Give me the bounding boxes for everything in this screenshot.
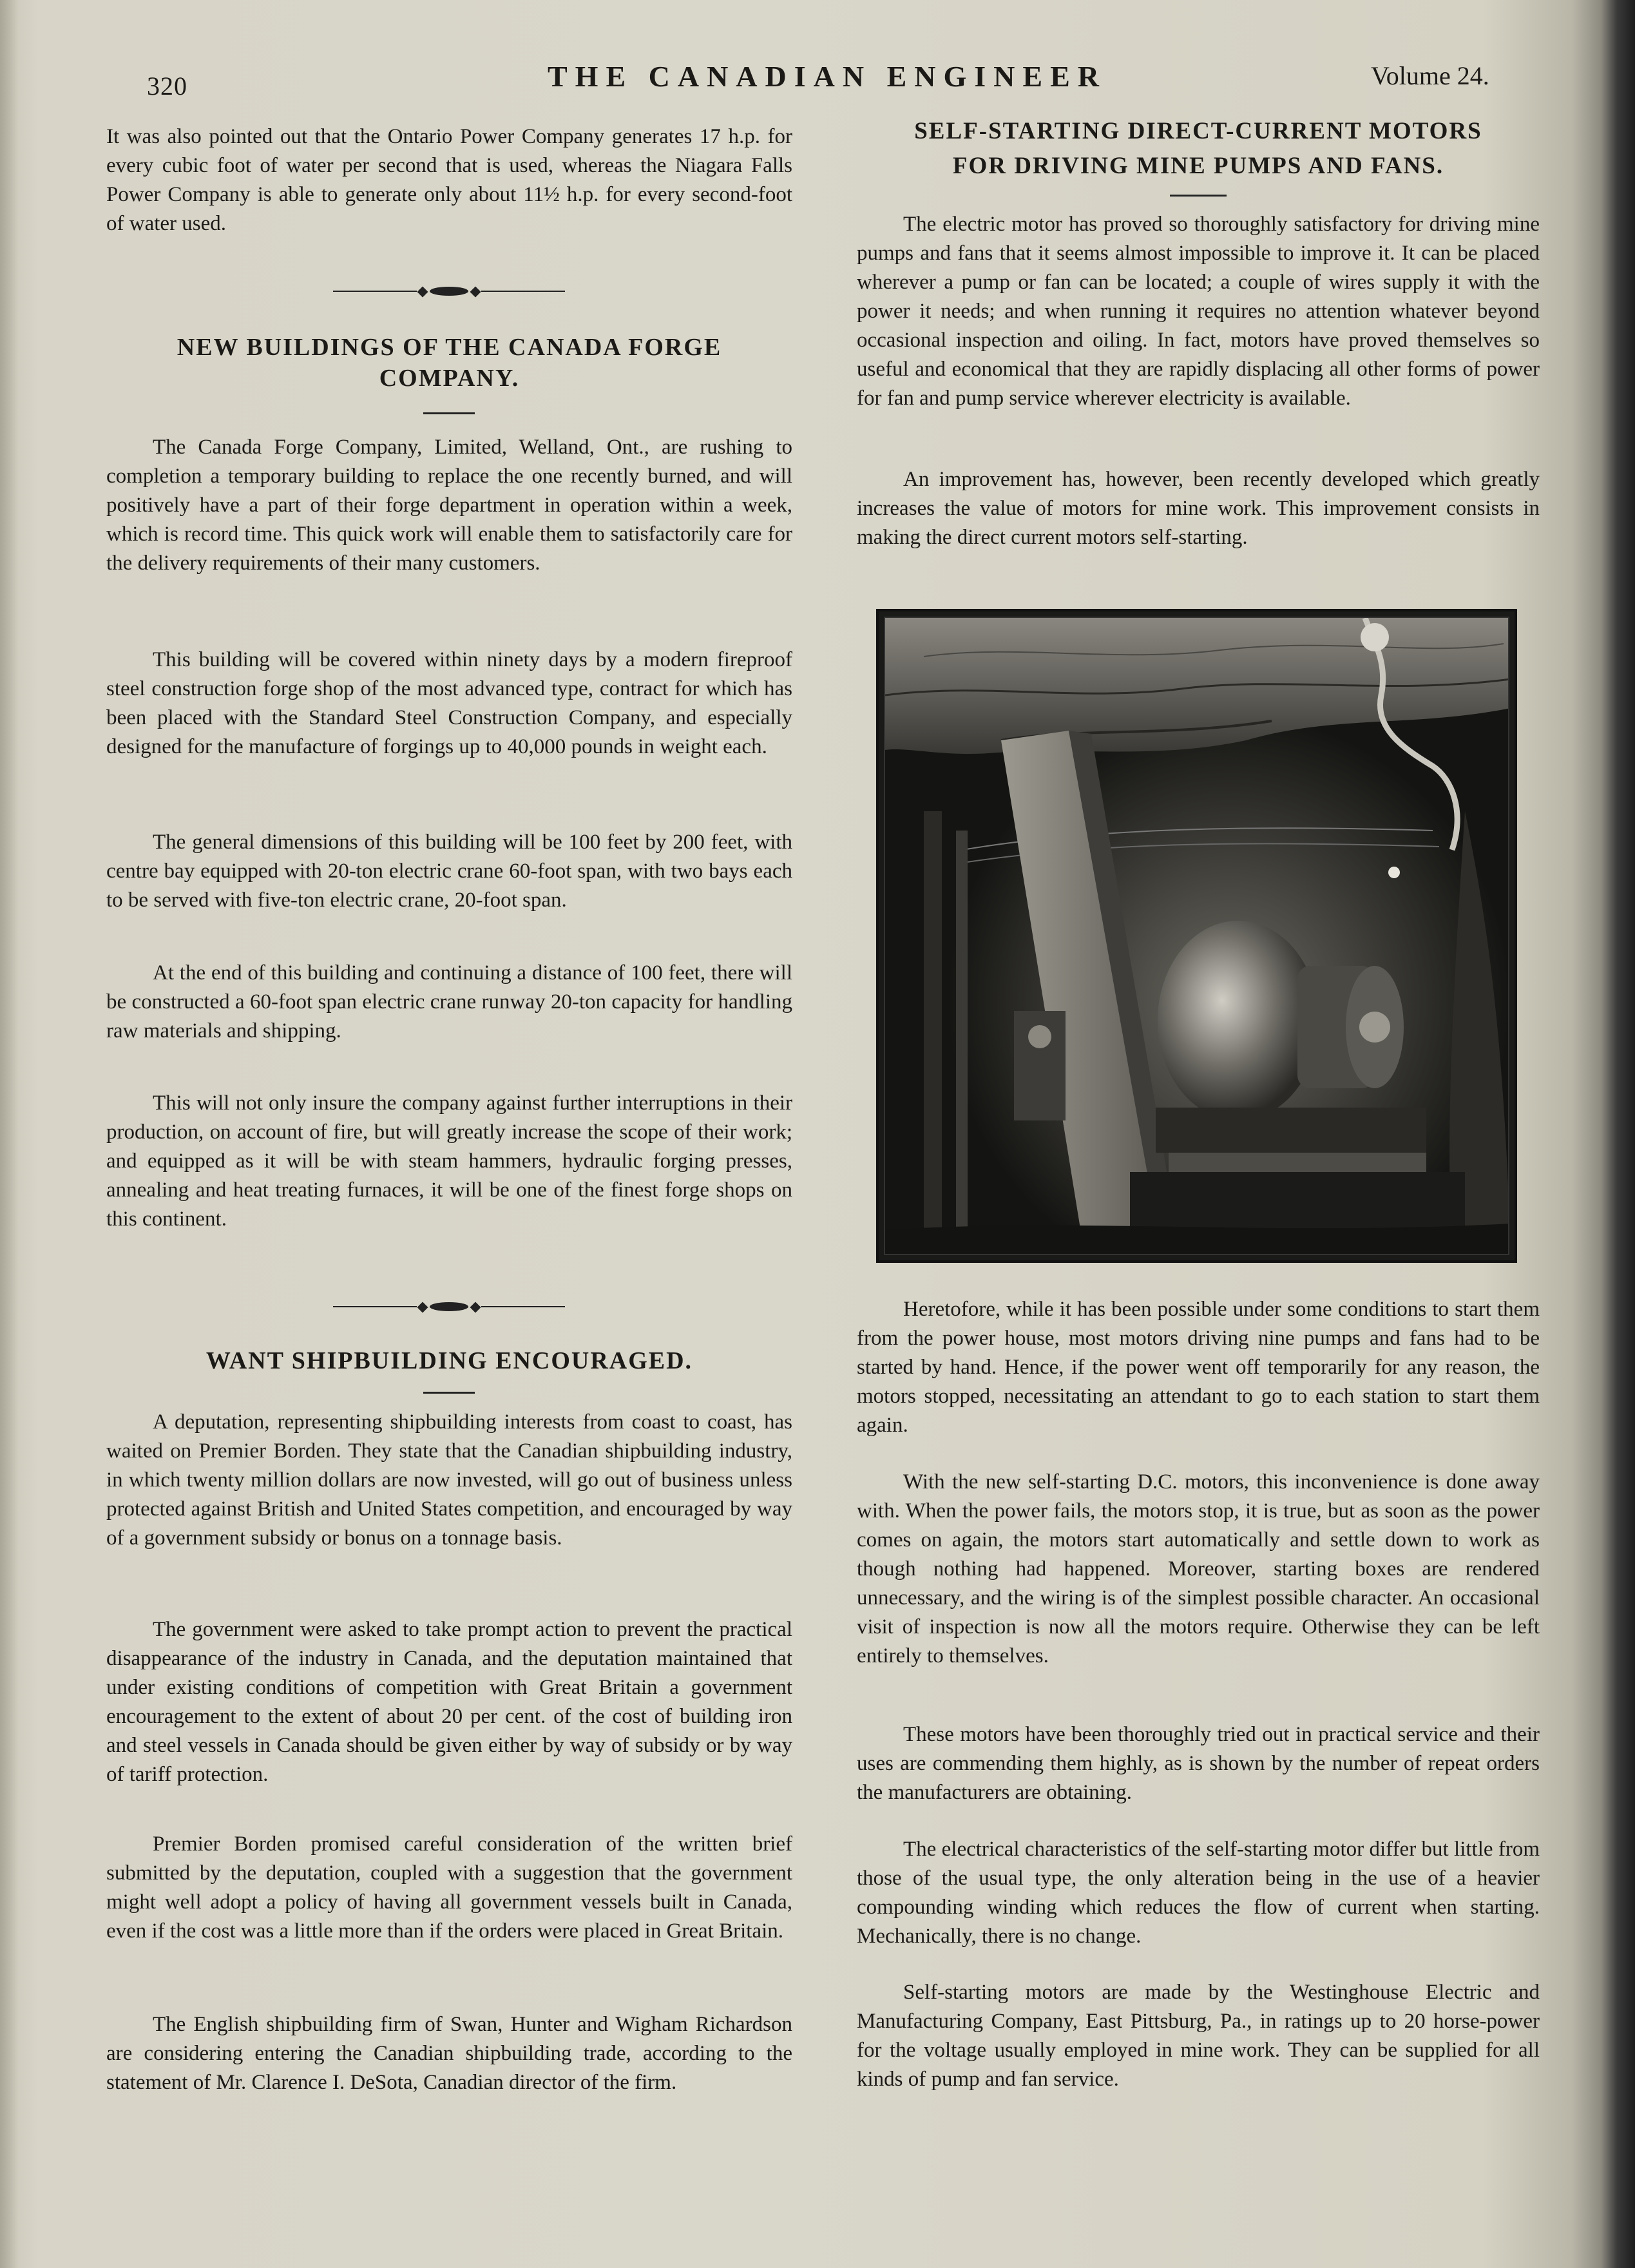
volume-label: Volume 24.: [1371, 61, 1489, 90]
title-rule: [423, 1392, 475, 1394]
page-number: 320: [147, 72, 187, 101]
article-paragraph: The Canada Forge Company, Limited, Welland, Ont., are rushing to completion a temporary building to replace the one recently burned, and will positively have a part of their forge department in operation within a week, which is record time. This quick work will enable them to satisfactorily care for the delivery requirements of their many customers.: [106, 436, 792, 575]
title-rule: [1170, 195, 1227, 197]
article-paragraph: This will not only insure the company against further interruptions in their production, on account of fire, but will greatly increase the scope of their work; and equipped as it will be with steam hammers, hydraulic forging presses, annealing and heat treating furnaces, it will be one of the finest forge shops on this continent.: [106, 1091, 792, 1231]
article-paragraph: These motors have been thoroughly tried out in practical service and their uses are commending them highly, as is shown by the number of repeat orders the manufacturers are obtaining.: [857, 1723, 1540, 1804]
article-paragraph: At the end of this building and continuing a distance of 100 feet, there will be constructed a 60-foot span electric crane runway 20-ton capacity for handling raw materials and shipping.: [106, 961, 792, 1043]
article-title-line2: FOR DRIVING MINE PUMPS AND FANS.: [952, 153, 1444, 179]
article-paragraph: The electrical characteristics of the self-starting motor differ but little from those of the usual type, the only alteration being in the use of a heavier compounding winding which reduces the flow of current when starting. Mechanically, there is no change.: [857, 1838, 1540, 1948]
article-paragraph: With the new self-starting D.C. motors, this inconvenience is done away with. When the power fails, the motors stop, it is true, but as soon as the power comes on again, the motors start automatically and settle down to work as though nothing had happened. Moreover, starting boxes are rendered unnecessary, and the wiring is of the simplest possible character. An occasional visit of inspection is now all the motors require. Otherwise they can be left entirely to themselves.: [857, 1470, 1540, 1667]
article-title-canada-forge: NEW BUILDINGS OF THE CANADA FORGE COMPANY.: [177, 334, 722, 392]
article-paragraph: Premier Borden promised careful consideration of the written brief submitted by the deputation, coupled with a suggestion that the government might well adopt a policy of having all government vessels built in Canada, even if the cost was a little more than if the orders were placed in Great Britain.: [106, 1832, 792, 1943]
section-ornament: [333, 285, 565, 298]
intro-paragraph: It was also pointed out that the Ontario Power Company generates 17 h.p. for every cubic foot of water per second that is used, whereas the Niagara Falls Power Company is able to generate only about 11½ h.p. for every second-foot of water used.: [106, 125, 792, 235]
article-title-shipbuilding: WANT SHIPBUILDING ENCOURAGED.: [206, 1347, 693, 1374]
article-paragraph: The electric motor has proved so thoroughly satisfactory for driving mine pumps and fans that it seems almost impossible to improve it. It can be placed wherever a pump or fan can be located; a couple of wires supply it with the power it needs; and when running it requires no attention whatever beyond occasional inspection and oiling. In fact, motors have proved themselves so useful and economical that they are rapidly displacing all other forms of power for fan and pump service wherever electricity is available.: [857, 213, 1540, 410]
section-ornament: [333, 1300, 565, 1313]
mine-motor-photograph: [876, 609, 1517, 1263]
journal-title: THE CANADIAN ENGINEER: [548, 60, 1107, 93]
photograph-image: [884, 617, 1509, 1255]
article-paragraph: This building will be covered within ninety days by a modern fireproof steel construction forge shop of the most advanced type, contract for which has been placed with the Standard Steel Construction Company, and especially designed for the manufacture of forgings up to 40,000 pounds in weight each.: [106, 648, 792, 758]
article-paragraph: Self-starting motors are made by the Westinghouse Electric and Manufacturing Company, East Pittsburg, Pa., in ratings up to 20 horse-power for the voltage usually employed in mine work. They can be supplied for all kinds of pump and fan service.: [857, 1981, 1540, 2091]
article-paragraph: A deputation, representing shipbuilding interests from coast to coast, has waited on Premier Borden. They state that the Canadian shipbuilding industry, in which twenty million dollars are now invested, will go out of business unless protected against British and United States competition, and encouraged by way of a government subsidy or bonus on a tonnage basis.: [106, 1410, 792, 1550]
title-rule: [423, 412, 475, 414]
article-paragraph: The government were asked to take prompt action to prevent the practical disappearance of the industry in Canada, and the deputation maintained that under existing conditions of competition with Great Britain a government encouragement to the extent of about 20 per cent. of the cost of building iron and steel vessels in Canada should be given either by way of subsidy or by way of tariff protection.: [106, 1618, 792, 1786]
binding-shadow: [0, 0, 18, 2268]
article-paragraph: An improvement has, however, been recently developed which greatly increases the value of motors for mine work. This improvement consists in making the direct current motors self-starting.: [857, 468, 1540, 549]
article-paragraph: The English shipbuilding firm of Swan, Hunter and Wigham Richardson are considering entering the Canadian shipbuilding trade, according to the statement of Mr. Clarence I. DeSota, Canadian director of the firm.: [106, 2013, 792, 2094]
article-paragraph: Heretofore, while it has been possible under some conditions to start them from the power house, most motors driving nine pumps and fans had to be started by hand. Hence, if the power went off temporarily for any reason, the motors stopped, necessitating an attendant to go to each station to start them again.: [857, 1298, 1540, 1437]
running-header: [0, 59, 1635, 101]
article-paragraph: The general dimensions of this building will be 100 feet by 200 feet, with centre bay equipped with 20-ton electric crane 60-foot span, with two bays each to be served with five-ton electric crane, 20-foot span.: [106, 831, 792, 912]
article-title-line1: SELF-STARTING DIRECT-CURRENT MOTORS: [914, 118, 1482, 144]
